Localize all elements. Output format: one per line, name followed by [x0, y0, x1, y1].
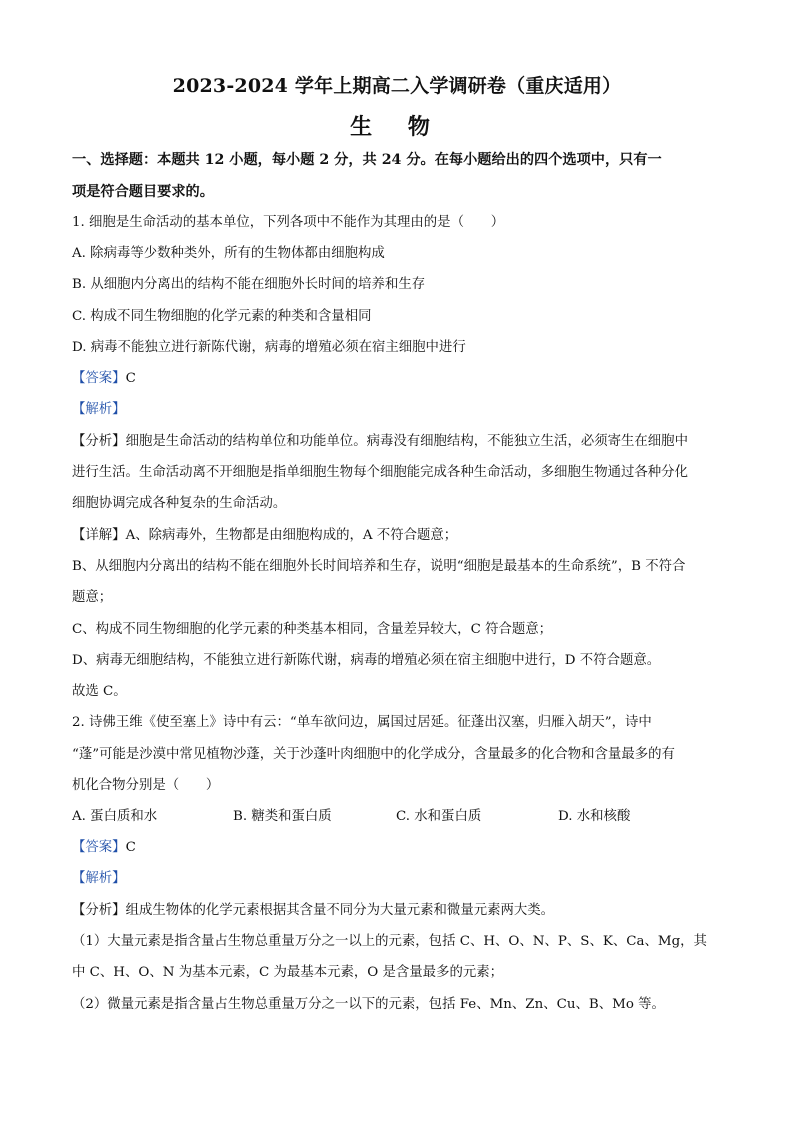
answer-value: C	[125, 371, 136, 386]
fenxi-label: 【分析】	[72, 903, 126, 918]
q1-conclusion: 故选 C。	[72, 684, 127, 699]
q1-fenxi-line3: 细胞协调完成各种复杂的生命活动。	[72, 496, 287, 511]
q2-fenxi-line1	[72, 901, 554, 921]
q1-option-b: B. 从细胞内分离出的结构不能在细胞外长时间的培养和生存	[72, 277, 426, 292]
q2-option-d: D. 水和核酸	[558, 809, 631, 824]
q2-option-b: B. 糖类和蛋白质	[233, 809, 332, 824]
section-heading-line1: 一、选择题：本题共 12 小题，每小题 2 分，共 24 分。在每小题给出的四个选项中，只有一	[72, 152, 662, 168]
answer-label: 【答案】	[72, 840, 126, 855]
q1-option-c: C. 构成不同生物细胞的化学元素的种类和含量相同	[72, 309, 372, 324]
q1-detail-line4: C、构成不同生物细胞的化学元素的种类基本相同，含量差异较大，C 符合题意；	[72, 622, 553, 637]
answer-value: C	[125, 840, 136, 855]
xiangjie-label: 【详解】	[72, 528, 126, 543]
q1-detail-line5: D、病毒无细胞结构，不能独立进行新陈代谢，病毒的增殖必须在宿主细胞中进行，D 不符合题意。	[72, 653, 661, 668]
detail-text: A、除病毒外，生物都是由细胞构成的，A 不符合题意；	[125, 528, 458, 543]
q2-point1-line2: 中 C、H、O、N 为基本元素，C 为最基本元素，O 是含量最多的元素；	[72, 965, 504, 980]
q1-detail-line3: 题意；	[72, 590, 113, 605]
q2-option-a: A. 蛋白质和水	[72, 809, 158, 824]
q2-analysis-title: 【解析】	[72, 871, 126, 886]
q2-answer	[72, 838, 136, 858]
fenxi-text: 细胞是生命活动的结构单位和功能单位。病毒没有细胞结构，不能独立生活，必须寄生在细胞中	[125, 434, 688, 449]
page-title: 2023-2024 学年上期高二入学调研卷（重庆适用）	[172, 75, 622, 97]
q1-detail-line2: B、从细胞内分离出的结构不能在细胞外长时间培养和生存，说明“细胞是最基本的生命系统”，B 不符合	[72, 559, 686, 574]
answer-label: 【答案】	[72, 371, 126, 386]
q2-point1-line1: （1）大量元素是指含量占生物总重量万分之一以上的元素，包括 C、H、O、N、P、S、K、Ca、Mg，其	[72, 934, 707, 949]
q1-fenxi-line2: 进行生活。生命活动离不开细胞是指单细胞生物每个细胞能完成各种生命活动，多细胞生物通过各种分化	[72, 465, 688, 480]
q2-point2: （2）微量元素是指含量占生物总重量万分之一以下的元素，包括 Fe、Mn、Zn、Cu、B、Mo 等。	[72, 997, 665, 1012]
q1-fenxi-line1	[72, 432, 688, 452]
fenxi-text: 组成生物体的化学元素根据其含量不同分为大量元素和微量元素两大类。	[125, 903, 555, 918]
q1-answer	[72, 369, 136, 389]
subject-title: 生 物	[350, 114, 444, 140]
q2-stem-line3: 机化合物分别是（ ）	[72, 778, 220, 793]
q1-stem: 1. 细胞是生命活动的基本单位，下列各项中不能作为其理由的是（ ）	[72, 215, 505, 230]
q1-detail-line1	[72, 526, 457, 546]
fenxi-label: 【分析】	[72, 434, 126, 449]
q2-stem-line2: “蓬”可能是沙漠中常见植物沙蓬，关于沙蓬叶肉细胞中的化学成分，含量最多的化合物和含量最多的有	[72, 747, 675, 762]
q2-stem-line1: 2. 诗佛王维《使至塞上》诗中有云：“单车欲问边，属国过居延。征蓬出汉塞，归雁入胡天”，诗中	[72, 715, 652, 730]
q1-option-d: D. 病毒不能独立进行新陈代谢，病毒的增殖必须在宿主细胞中进行	[72, 340, 466, 355]
q1-analysis-title: 【解析】	[72, 402, 126, 417]
section-heading-line2: 项是符合题目要求的。	[72, 184, 214, 200]
q2-option-c: C. 水和蛋白质	[396, 809, 482, 824]
q1-option-a: A. 除病毒等少数种类外，所有的生物体都由细胞构成	[72, 246, 385, 261]
